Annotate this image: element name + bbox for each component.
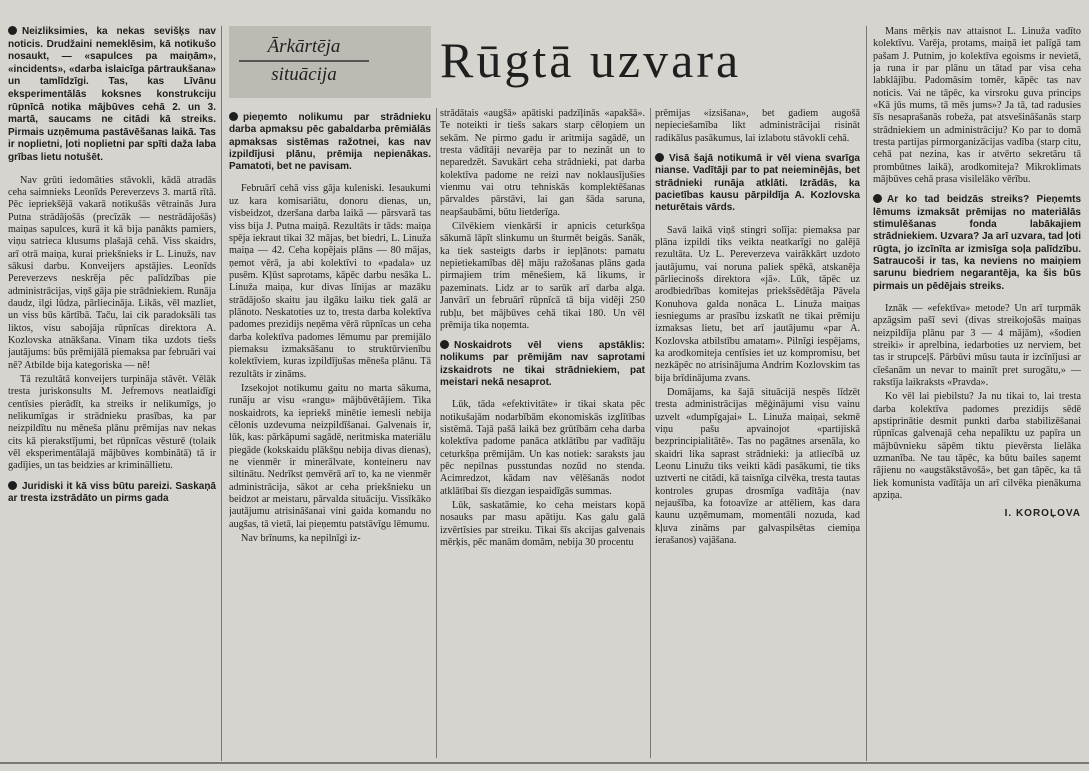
bullet-icon	[873, 194, 882, 203]
paragraph: Cilvēkiem vienkārši ir apnicis ceturkšņa sākumā lāpīt slinkumu un šturmēt beigās. Sanāk, ka tiek sasteigts darbs ir iepļānots: pamatu nepietiekamības dēļ māju ražošanas plāns gada pirmajiem trim mēnešiem, kā likums, ir pazeminats. Lidz ar to sarūk arī darba alga. Janvārī un februārī rūpnīcā tā bija vidēji 250 rubļu, bet mājbūves cehā tikai 180. Un vēl prēmija tika noņemta.	[440, 221, 645, 331]
paragraph: Domājams, ka šajā situācijā nespēs līdzēt tresta administrācijas mēģinājumi visu vainu uzvelt «dumpīgajai» L. Linuža maiņai, sekmē viņu pašu apvainojot «partijiskā bezprincipialitātē». Tas no pagātnes arsenāla, ko skaidri lika saprast strādnieki: ja atliecībā uz Leonu Linužu tiks veikti kādi pasākumi, tie tiks uztverti ne citādi, kā taisnīga cilvēka, tresta tautas kontroles grupas drosmīga vadītāja (nav nejaušība, ka fotoavīze ar attēliem, kas dara kaunu uzņēmumam, momentāli nozuda, kad kļuva zināms par galvaspilsētas ciemiņa ierašanos) vajāšana.	[655, 386, 860, 547]
paragraph: prēmijas «izsišana», bet gadiem augošā nepieciešamība likt administrācijai risināt radikālus pasākumus, lai izlabotu stāvokli cehā.	[655, 108, 860, 144]
page-bottom-rule	[0, 762, 1089, 764]
page-title: Rūgtā uzvara	[440, 32, 742, 88]
column-divider	[436, 108, 437, 758]
callout: pieņemto nolikumu par strādnieku darba apmaksu pēc gabaldarba prēmiālās apmaksas sistēmas ražotnei, kas nav izpildījusi plānu, prēmija nepienākas. Pamatoti, bet ne pavisam.	[229, 112, 431, 173]
paragraph: Lūk, saskatāmie, ko ceha meistars kopā nosauks par masu apātiju. Kas galu galā izvērtīsies par streiku. Tikai šīs akcijas galvenais mērķis, pēc manām domām, nebija 30 procentu	[440, 500, 645, 549]
author-signature: I. KOROĻOVA	[1004, 508, 1081, 520]
paragraph: Februārī cehā viss gāja kuleniski. Iesaukumi uz kara komisariātu, donoru dienas, un, visbeidzot, dzeršana darba laikā — pārsvarā tas viss bija J. Putna maiņā. Rezultāts ir tāds: maiņa spēja iekraut tikai 32 mājas, bet biedri, L. Linuža maiņa — 42. Ceha kopējais plāns — 80 mājas, ņemot vērā, ja abi kolektīvi to «padala» uz pusēm. Kļūst saprotams, kāpēc darbu nesāka L. Linuža maiņa, kur divas līnijas ar mazāku strādājošo skaitu jau ilgāku laiku tiek galā ar plānoto. Neskatoties uz to, tresta darba kolektīva padomes prezidijs neņēma vērā rūpnīcas un ceha darba kolektīva padomes lēmumu par premijālo piemaksu izmaksāšanu to struktūrvienību kolektīviem, kuras izpildījušas mēneša plānu. Tā rezultāts ir zināms.	[229, 183, 431, 380]
bullet-icon	[655, 153, 664, 162]
paragraph: strādātais «augšā» apātiski padzīļinās «apakšā». Te noteikti ir tiešs sakars starp cēloņiem un sekām. Ne pirmo gadu ir aritmija sagādē, un tresta vādītāji nevarēja par to nezināt un to neparedzēt. Savukārt ceha strādnieki, pat darba kolektīva padome ne reizi nav noklausījušies vienmu vai otru tehniskās komplektēšanas pārvaldes pārstāvi, lai gan šāda saruna, neapšaubāmi, būtu lietderīga.	[440, 108, 645, 218]
kicker-box	[229, 26, 431, 98]
column-4	[655, 108, 860, 758]
column-5	[873, 26, 1081, 761]
bullet-icon	[440, 340, 449, 349]
kicker-label	[239, 34, 369, 92]
paragraph: Tā rezultātā konveijers turpināja stāvēt. Vēlāk tresta juriskonsults M. Jefremovs neatlaidīgi centīsies pierādīt, ka streiks ir nelikumīgs, jo nelikumīgas ir strādnieku prasības, ka par neizpildītu nu mēneša plānu prēmijas nav nekas cits kā pierakstījumi, bet rūpnīcas vēsturē (tolaik vēl eksperimentālajā mājbūves kombinātā) tā ir gadījies, un tas beidzies ar kriminällietu.	[8, 374, 216, 472]
bullet-icon	[8, 481, 17, 490]
paragraph: Nav brīnums, ka nepilnīgi iz-	[241, 533, 361, 545]
column-divider	[650, 108, 651, 758]
paragraph: Savā laikā viņš stingri solīja: piemaksa par plāna izpildi tiks veikta neatkarīgi no galējā rezultāta. Uz L. Pereverzeva vairākkārt uzdoto jautājumu, vai noruna paliek spēkā, atskanēja pārliecinošs direktora «jā». Lūk, tāpēc uz arodbiedrības komitejas priekšsēdētāja Pāvela Konuhova galda nonāca L. Linuža maiņas iesniegums ar prasību izskatīt ne tikai prēmiju izmaksas lietu, bet arī jautājumu «par A. Kozlovska atbilstību amatam». Pilnīgi iespējams, ka arodkomiteja centīsies iet uz kompromisu, bet nezkāpēc no atrisinājuma Andrim Kozlovskim tas bija brīdinājuma zvans.	[655, 224, 860, 384]
column-1	[8, 26, 216, 766]
paragraph: Izsekojot notikumu gaitu no marta sākuma, runāju ar visu «rangu» mājbūvētājiem. Tika noskaidrots, ka iepriekš minētie iemesli nebija cēlonis uzdevuma neizpildīšanai. Galvenais ir, lūk, kas: pārkāpumi sagādē, neritmiska materiālu piegāde (kokskaidu plākšņu nebija divas dienas), ne vienmēr ir minerālvate, konteineru nav siltinātu. Nedrīkst ņemvērā arī to, ka ne vienmēr administrācija, sākot ar ceha priekšnieku un beidzot ar meistaru, pārvalda situāciju. Vissīkāko jautājumu atrisināšanai vini gaida komandu no augšas, tā vietā, lai pieņemtu patstāvīgu lēmumu.	[229, 382, 431, 530]
intro-callout: Neizliksimies, ka nekas sevišķs nav noticis. Drudžaini nemeklēsim, kā notikušo nosaukt, — «sapulces pa maiņām», «incidents», «darba islaicīga pārtraukšana» un tamlīdzīgi. Tas, kas Līvānu eksperimentālās koksnes konstrukciju rūpnīcā notika mājbūves cehā 2. un 3. martā, saucams ne citādi kā streiks. Pirmais uzņēmuma pastāvēšanas laikā. Tas ir noplietni, ļoti noplietni par spīti daža laba grības lietu notušēt.	[8, 26, 216, 163]
bullet-icon	[8, 26, 17, 35]
paragraph: Iznāk — «efektīva» metode? Un arī turpmāk apzāgsim pašī sevi (divas streikojošās maiņas neizpildīja plānu par 3 — 4 mājām), «šodien streiki» ir aprelbina, iedarboties uz nerviem, bet tas ir strupceļš. Pārbūvi mūsu tauta ir izcīnījusi ar cīešanām un nevar to mainīt pret surogātu,» — rakstīja laikraksts «Pravda».	[873, 302, 1081, 388]
kicker-line-2: situācija	[239, 61, 369, 88]
paragraph: Mans mērķis nav attaisnot L. Linuža vadīto kolektīvu. Varēja, protams, maiņā iet palīgā tam pašam J. Putnim, jo kolektīva egoisms ir nevietā, ja runa ir par plānu un tātad par visa ceha labklājību. Padomāsim tomēr, kāpēc tas nav noticis. Vai ne tāpēc, ka virsroku guva princips «Kā jūs mums, tā mēs jums»? Ja tā, tad radusies šīs nesaprašanās robeža, pat atsvešināšanās starp strādniekiem un administrāciju? Ko par to domā tresta partijas pirmorganizācijas vadība (starp citu, cehā pat nezina, kas ir atvērto sekretāru tā prombūtnes laikā), arodkomiteja? Mikroklimats mājbūves cehā prasa visilelāko vērību.	[873, 26, 1081, 186]
column-3	[440, 108, 645, 758]
column-divider	[221, 26, 222, 761]
callout: Noskaidrots vēl viens apstāklis: nolikums par prēmijām nav saprotami izskaidrots ne tikai strādniekiem, pat meistari nekā nesaprot.	[440, 340, 645, 389]
bullet-icon	[229, 112, 238, 121]
paragraph: Lūk, tāda «efektivitāte» ir tikai skata pēc notikušajām nodarbībām ekonomiskās izglītības sistēmā. Tajā pašā laikā bez grūtībām ceha darba kolektīva padome panāca atklātību par vadītāju ceturkšņa prēmijām. Un kas notiek: saraksts jau pēc nepilnas pusstundas nozūd no stenda. Acimredzot, kādam nav vēlēšanās nodot atklātībai šīs diezgan iespaidīgās summas.	[440, 399, 645, 497]
callout: Visā šajā notikumā ir vēl viena svarīga nianse. Vadītāji par to pat neieminējās, bet strādnieki runāja atklāti. Izrādās, ka pacietības kausu pārpildīja A. Kozlovska neturētais vārds.	[655, 153, 860, 214]
kicker-line-1: Ārkārtēja	[239, 34, 369, 61]
callout: Ar ko tad beidzās streiks? Pieņemts lēmums izmaksāt prēmijas no materiālās stimulēšanas fonda labākajiem strādniekiem. Uzvara? Ja arī uzvara, tad ļoti rūgta, jo izcīnīta ar izmisīga soļa palīdzību. Satraucoši ir tas, ka neviens no maiņiem sarunu biedriem negarantēja, ka šis būs pirmais un pēdējais streiks.	[873, 194, 1081, 292]
paragraph: Nav grūti iedomāties stāvokli, kādā atradās ceha saimnieks Leonīds Pereverzevs 3. martā rītā. Pēc iepriekšējā vakarā notikušās vētrainās Jura Putna strādājošās (precīzāk — nestrādājošās) maiņas sapulces, kurā it kā bija panākts pamiers, viņu satrieca klusums plašajā cehā. Viss skaidrs, arī otrā maiņa, kurai priekšnieks ir L. Linužs, nav sākusi darbu. Konveijers apstājies. Leonīds Pereverzevs neskrēja pēc palīdzības pie administrācijas, viņš gāja pie strādniekiem. Runāja daudz, ilgi lūdza, pārliecināja. Likās, vēl mazliet, un viss būs kārtībā. Taču, lai cik paradoksāli tas liktos, visu sabojāja rūpnīcas direktora A. Kozlovska atnākšana. Vinam tika uzdots tiešs jautājums: būs prēmijālā piemaksa par februāri vai nē? Atbilde bija kategoriska — nē!	[8, 174, 216, 371]
paragraph: Ko vēl lai piebilstu? Ja nu tikai to, lai tresta darba kolektīva padomes prezidijs sēdē apstiprinātie desmit punkti darba stabilizēšanai rūpnīcas galvenajā ceha nepalīktu uz papīra un mājbūvnieku sāpēm tiktu pievērsta lielāka uzmanība. Ne tau tāpēc, ka būtu bailes saņemt rājienu no «augstākstāvošā», bet gan tāpēc, ka tā liek komunista vadītāja un arī cilvēka pienākuma apziņa.	[873, 391, 1081, 501]
column-2	[229, 108, 431, 758]
column-divider	[866, 26, 867, 761]
callout: Juridiski it kā viss būtu pareizi. Saskaņā ar tresta izstrādāto un pirms gada	[8, 480, 216, 505]
